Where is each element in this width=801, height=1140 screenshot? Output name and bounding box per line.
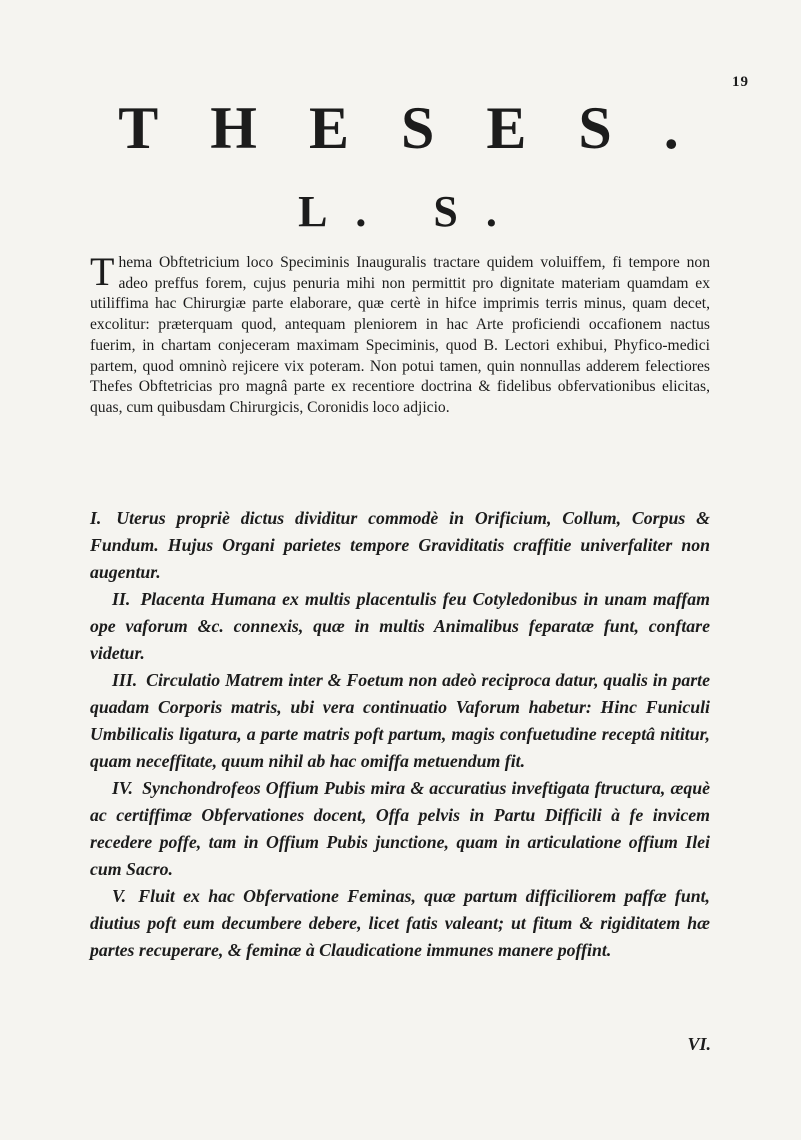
intro-text: hema Obftetricium loco Speciminis Inauguralis tractare quidem voluiffem, fi tempore non adeo preffus forem, cujus penuria mihi non permittit pro dignitate materiam quamdam ex utiliffima hac Chirurgiæ parte elaborare, quæ certè in hifce imprimis terris minus, quam decet, excolitur: præterquam quod, antequam pleniorem in hac Arte proficiendi occafionem nactus fuerim, in chartam conjeceram maximam Speciminis, quod B. Lectori exhibui, Phyfico-medici partem, quod omninò rejicere vix poteram. Non potui tamen, quin nonnullas adderem felectiores Thefes Obftetricias pro magnâ parte ex recentiore doctrina & fidelibus obfervationibus elicitas, quas, cum quibusdam Chirurgicis, Coronidis loco adjicio. (90, 254, 710, 416)
thesis-number: I. (90, 508, 102, 528)
catchword: VI. (687, 1034, 711, 1054)
thesis-item (90, 667, 710, 775)
theses-list (90, 505, 710, 964)
thesis-text: Uterus propriè dictus dividitur commodè in Orificium, Collum, Corpus & Fundum. Hujus Organi parietes tempore Graviditatis craffitie univerfaliter non augentur. (90, 508, 710, 582)
intro-paragraph (90, 249, 710, 419)
subtitle: L. S. (298, 187, 525, 236)
drop-cap: T (90, 249, 115, 294)
page-number: 19 (732, 74, 749, 90)
thesis-text: Fluit ex hac Obfervatione Feminas, quæ partum difficiliorem paffæ funt, diutius poft eum decumbere debere, licet fatis valeant; ut fitum & rigiditatem hæ partes recuperare, & feminæ à Claudicatione immunes manere poffint. (90, 886, 710, 960)
thesis-number: II. (112, 589, 131, 609)
thesis-text: Synchondrofeos Offium Pubis mira & accuratius inveftigata ftructura, æquè ac certiffimæ Obfervationes docent, Offa pelvis in Partu Difficili à fe invicem recedere poffe, tam in Offium Pubis junctione, quam in articulatione offium Ilei cum Sacro. (90, 778, 710, 879)
thesis-number: IV. (112, 778, 133, 798)
title: THESES. (118, 95, 731, 161)
thesis-item (90, 883, 710, 964)
thesis-number: V. (112, 886, 127, 906)
thesis-text: Circulatio Matrem inter & Foetum non adeò reciproca datur, qualis in parte quadam Corporis matris, ubi vera continuatio Vaforum habetur: Hinc Funiculi Umbilicalis ligatura, a parte matris poft partum, magis confuetudine receptâ nititur, quam neceffitate, quum nihil ab hac omiffa metuendum fit. (90, 670, 710, 771)
thesis-item (90, 505, 710, 586)
thesis-item (90, 775, 710, 883)
thesis-text: Placenta Humana ex multis placentulis feu Cotyledonibus in unam maffam ope vaforum &c. connexis, quæ in multis Animalibus feparatæ funt, conftare videtur. (90, 589, 710, 663)
thesis-number: III. (112, 670, 138, 690)
thesis-item (90, 586, 710, 667)
